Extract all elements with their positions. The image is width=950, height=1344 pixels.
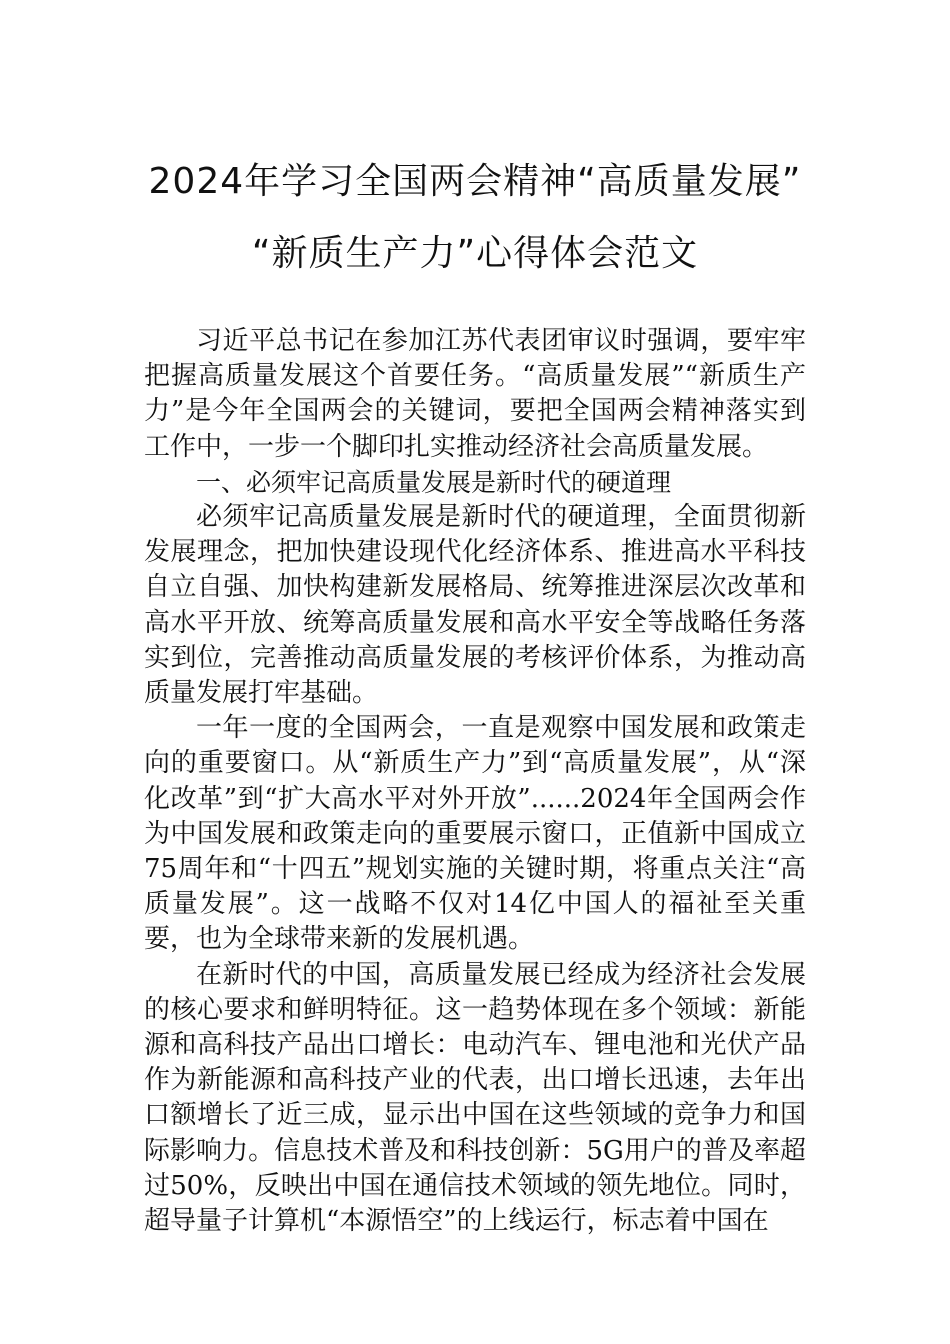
paragraph-two-sessions: 一年一度的全国两会，一直是观察中国发展和政策走向的重要窗口。从“新质生产力”到“高质量发展”，从“深化改革”到“扩大高水平对外开放”......2024年全国两会作为中国发展和政策走向的重要展示窗口，正值新中国成立75周年和“十四五”规划实施的关键时期，将重点关注“高质量发展”。这一战略不仅对14亿中国人的福祉至关重要，也为全球带来新的发展机遇。 — [144, 713, 806, 955]
title-line-2: “新质生产力”心得体会范文 — [251, 233, 699, 274]
document-title — [0, 162, 950, 274]
document-body — [144, 324, 806, 1239]
paragraph-new-era: 在新时代的中国，高质量发展已经成为经济社会发展的核心要求和鲜明特征。这一趋势体现在多个领域：新能源和高科技产品出口增长：电动汽车、锂电池和光伏产品作为新能源和高科技产业的代表，出口增长迅速，去年出口额增长了近三成，显示出中国在这些领域的竞争力和国际影响力。信息技术普及和科技创新：5G用户的普及率超过50%，反映出中国在通信技术领域的领先地位。同时，超导量子计算机“本源悟空”的上线运行，标志着中国在 — [144, 959, 806, 1237]
paragraph-section-1: 必须牢记高质量发展是新时代的硬道理，全面贯彻新发展理念，把加快建设现代化经济体系、推进高水平科技自立自强、加快构建新发展格局、统筹推进深层次改革和高水平开放、统筹高质量发展和高水平安全等战略任务落实到位，完善推动高质量发展的考核评价体系，为推动高质量发展打牢基础。 — [144, 502, 806, 709]
paragraph-intro: 习近平总书记在参加江苏代表团审议时强调，要牢牢把握高质量发展这个首要任务。“高质量发展”“新质生产力”是今年全国两会的关键词，要把全国两会精神落实到工作中，一步一个脚印扎实推动经济社会高质量发展。 — [144, 326, 806, 462]
title-line-1: 2024年学习全国两会精神“高质量发展” — [148, 161, 802, 202]
section-heading-1: 一、必须牢记高质量发展是新时代的硬道理 — [196, 467, 672, 497]
